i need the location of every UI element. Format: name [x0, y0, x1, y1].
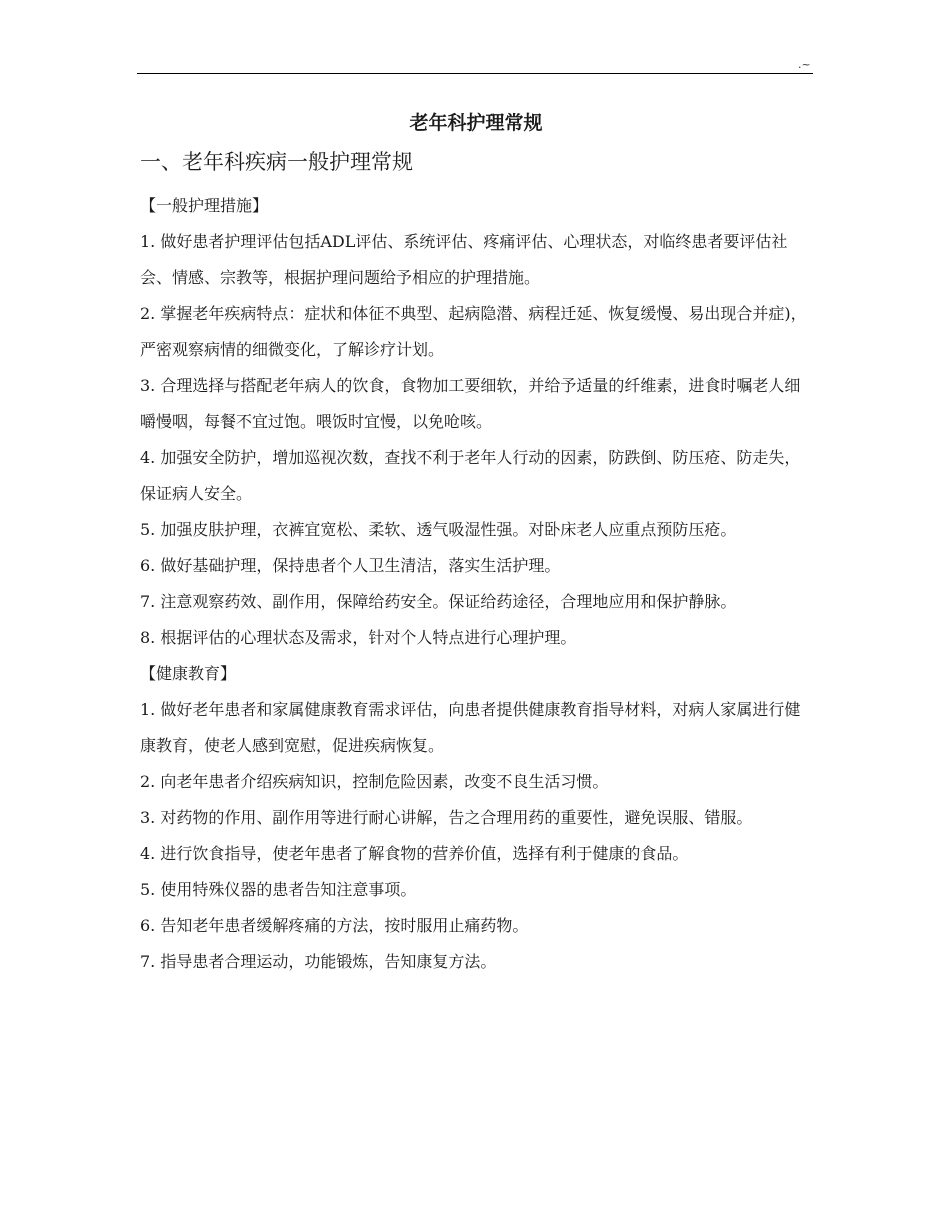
header-mark: .~	[798, 58, 811, 71]
paragraph: 7. 指导患者合理运动，功能锻炼，告知康复方法。	[140, 952, 497, 971]
paragraph: 3. 合理选择与搭配老年病人的饮食，食物加工要细软，并给予适量的纤维素，进食时嘱老人细嚼慢咽，每餐不宜过饱。喂饭时宜慢，以免呛咳。	[140, 376, 801, 431]
paragraph: 1. 做好老年患者和家属健康教育需求评估，向患者提供健康教育指导材料，对病人家属进行健康教育，使老人感到宽慰，促进疾病恢复。	[140, 700, 801, 755]
paragraph: 8. 根据评估的心理状态及需求，针对个人特点进行心理护理。	[140, 628, 577, 647]
sub-heading-general-care: 【一般护理措施】	[140, 196, 269, 215]
header-rule	[137, 73, 813, 74]
paragraph: 3. 对药物的作用、副作用等进行耐心讲解，告之合理用药的重要性，避免误服、错服。	[140, 808, 753, 827]
paragraph: 2. 向老年患者介绍疾病知识，控制危险因素，改变不良生活习惯。	[140, 772, 609, 791]
section-title: 一、老年科疾病一般护理常规	[140, 150, 413, 174]
paragraph: 4. 加强安全防护，增加巡视次数，查找不利于老年人行动的因素，防跌倒、防压疮、防走失，保证病人安全。	[140, 448, 801, 503]
paragraph: 6. 做好基础护理，保持患者个人卫生清洁，落实生活护理。	[140, 556, 561, 575]
paragraph: 5. 加强皮肤护理，衣裤宜宽松、柔软、透气吸湿性强。对卧床老人应重点预防压疮。	[140, 520, 737, 539]
paragraph: 7. 注意观察药效、副作用，保障给药安全。保证给药途径，合理地应用和保护静脉。	[140, 592, 737, 611]
document-title: 老年科护理常规	[409, 112, 543, 134]
paragraph: 5. 使用特殊仪器的患者告知注意事项。	[140, 880, 417, 899]
paragraph: 1. 做好患者护理评估包括ADL评估、系统评估、疼痛评估、心理状态，对临终患者要评估社会、情感、宗教等，根据护理问题给予相应的护理措施。	[140, 232, 788, 287]
paragraph: 6. 告知老年患者缓解疼痛的方法，按时服用止痛药物。	[140, 916, 529, 935]
paragraph: 2. 掌握老年疾病特点：症状和体征不典型、起病隐潜、病程迁延、恢复缓慢、易出现合并症)，严密观察病情的细微变化，了解诊疗计划。	[140, 304, 807, 359]
sub-heading-health-education: 【健康教育】	[140, 664, 237, 683]
document-body	[140, 108, 812, 980]
paragraph: 4. 进行饮食指导，使老年患者了解食物的营养价值，选择有利于健康的食品。	[140, 844, 689, 863]
